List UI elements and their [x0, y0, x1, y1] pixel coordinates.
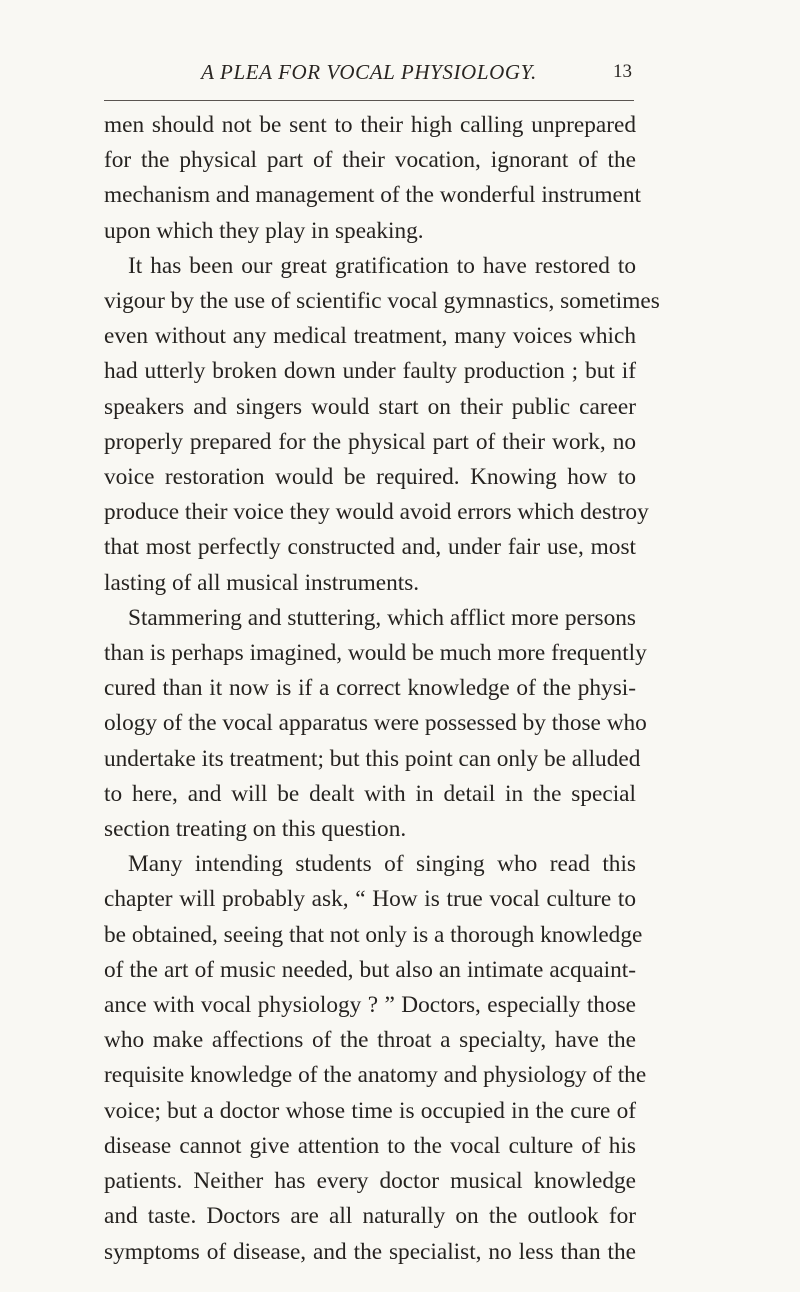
text-line: voice; but a doctor whose time is occupied in the cure of [104, 1097, 636, 1124]
header-rule [104, 100, 634, 101]
text-line: of the art of music needed, but also an intimate acquaint- [104, 956, 636, 983]
text-line: ology of the vocal apparatus were possessed by those who [104, 710, 647, 737]
text-line: undertake its treatment; but this point can only be alluded [104, 745, 641, 772]
text-line: had utterly broken down under faulty production ; but if [104, 358, 636, 385]
text-line: than is perhaps imagined, would be much more frequently [104, 640, 647, 667]
text-line: chapter will probably ask, “ How is true vocal culture to [104, 886, 636, 913]
running-head [104, 60, 634, 90]
text-line: Many intending students of singing who read this [128, 851, 636, 878]
text-line: even without any medical treatment, many voices which [104, 323, 636, 350]
text-line: vigour by the use of scientific vocal gymnastics, sometimes [104, 288, 660, 315]
text-line: requisite knowledge of the anatomy and physiology of the [104, 1062, 647, 1089]
text-line: ance with vocal physiology ? ” Doctors, especially those [104, 992, 636, 1019]
text-line: lasting of all musical instruments. [104, 569, 420, 596]
text-line: men should not be sent to their high calling unprepared [104, 112, 636, 138]
text-line: to here, and will be dealt with in detail in the special [104, 780, 636, 807]
text-line: who make affections of the throat a specialty, have the [104, 1027, 636, 1054]
text-line: and taste. Doctors are all naturally on the outlook for [104, 1203, 636, 1230]
body-text [104, 108, 660, 1270]
text-line: Stammering and stuttering, which afflict more persons [128, 604, 636, 631]
text-line: speakers and singers would start on their public career [104, 393, 636, 420]
text-line: voice restoration would be required. Knowing how to [104, 464, 636, 491]
text-line: properly prepared for the physical part of their work, no [104, 428, 636, 455]
text-line: patients. Neither has every doctor musical knowledge [104, 1168, 636, 1195]
page-number: 13 [613, 61, 632, 82]
text-line: section treating on this question. [104, 816, 407, 843]
text-line: symptoms of disease, and the specialist, no less than the [104, 1238, 636, 1265]
text-line: It has been our great gratification to have restored to [128, 252, 636, 279]
text-line: cured than it now is if a correct knowledge of the physi- [104, 675, 636, 702]
running-title: A PLEA FOR VOCAL PHYSIOLOGY. [201, 60, 537, 84]
text-line: that most perfectly constructed and, under fair use, most [104, 534, 636, 561]
text-line: mechanism and management of the wonderful instrument [104, 182, 641, 209]
text-line: disease cannot give attention to the vocal culture of his [104, 1132, 636, 1159]
text-line: for the physical part of their vocation, ignorant of the [104, 147, 636, 174]
text-line: be obtained, seeing that not only is a thorough knowledge [104, 921, 643, 948]
text-line: upon which they play in speaking. [104, 217, 424, 244]
text-line: produce their voice they would avoid errors which destroy [104, 499, 649, 526]
